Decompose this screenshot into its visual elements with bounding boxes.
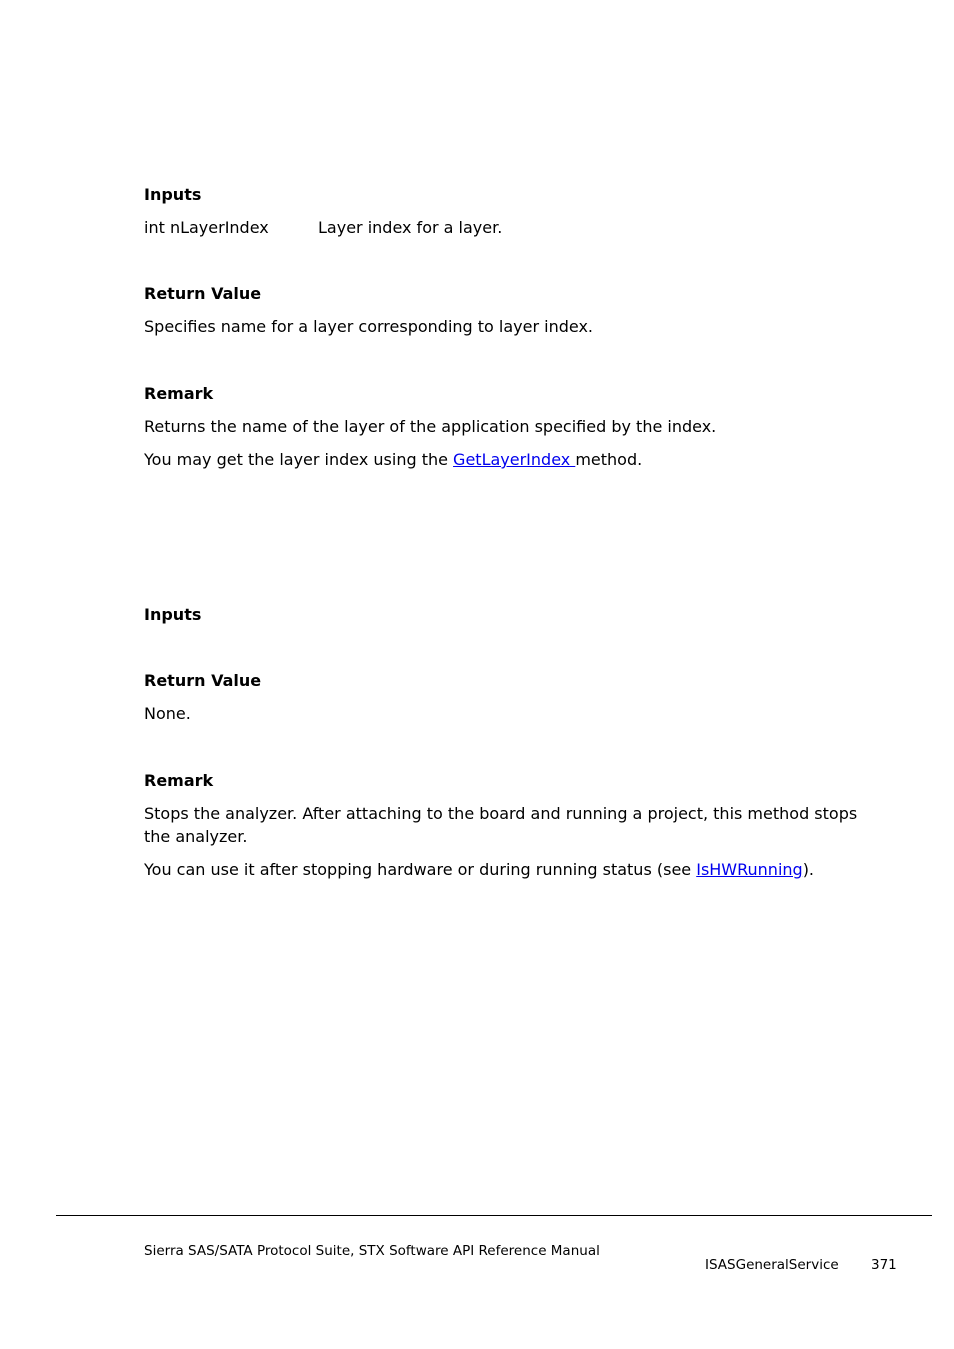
inputs-heading-2: Inputs: [144, 605, 202, 624]
return-value-heading-2: Return Value: [144, 671, 262, 690]
footer-section-name: ISASGeneralService: [705, 1257, 839, 1273]
return-value-text-2: None.: [144, 704, 191, 723]
return-value-heading: Return Value: [144, 284, 262, 303]
remark-paragraph-1: Stops the analyzer. After attaching to the board and running a project, this method stops the analyzer.: [144, 804, 858, 846]
footer-page-number: 371: [871, 1257, 897, 1273]
footer-divider: [56, 1215, 932, 1216]
getlayerindex-link[interactable]: GetLayerIndex: [453, 450, 576, 469]
remark-heading-2: Remark: [144, 771, 214, 790]
remark-heading: Remark: [144, 384, 214, 403]
remark-line-2: [144, 448, 642, 471]
param-description: Layer index for a layer.: [318, 218, 503, 237]
return-value-text: Specifies name for a layer corresponding to layer index.: [144, 317, 593, 336]
param-name: int nLayerIndex: [144, 218, 269, 237]
inputs-heading: Inputs: [144, 185, 202, 204]
ishwrunning-link[interactable]: IsHWRunning: [696, 860, 803, 879]
remark-paragraph-2-suffix: ).: [802, 860, 815, 879]
remark-paragraph-2-prefix: You can use it after stopping hardware or during running status (see: [144, 860, 697, 879]
remark-line-2-suffix: method.: [575, 450, 643, 469]
footer-manual-title: Sierra SAS/SATA Protocol Suite, STX Software API Reference Manual: [144, 1243, 600, 1259]
remark-paragraph-2: [144, 858, 814, 881]
remark-line-2-prefix: You may get the layer index using the: [144, 450, 454, 469]
remark-line-1: Returns the name of the layer of the application specified by the index.: [144, 417, 717, 436]
